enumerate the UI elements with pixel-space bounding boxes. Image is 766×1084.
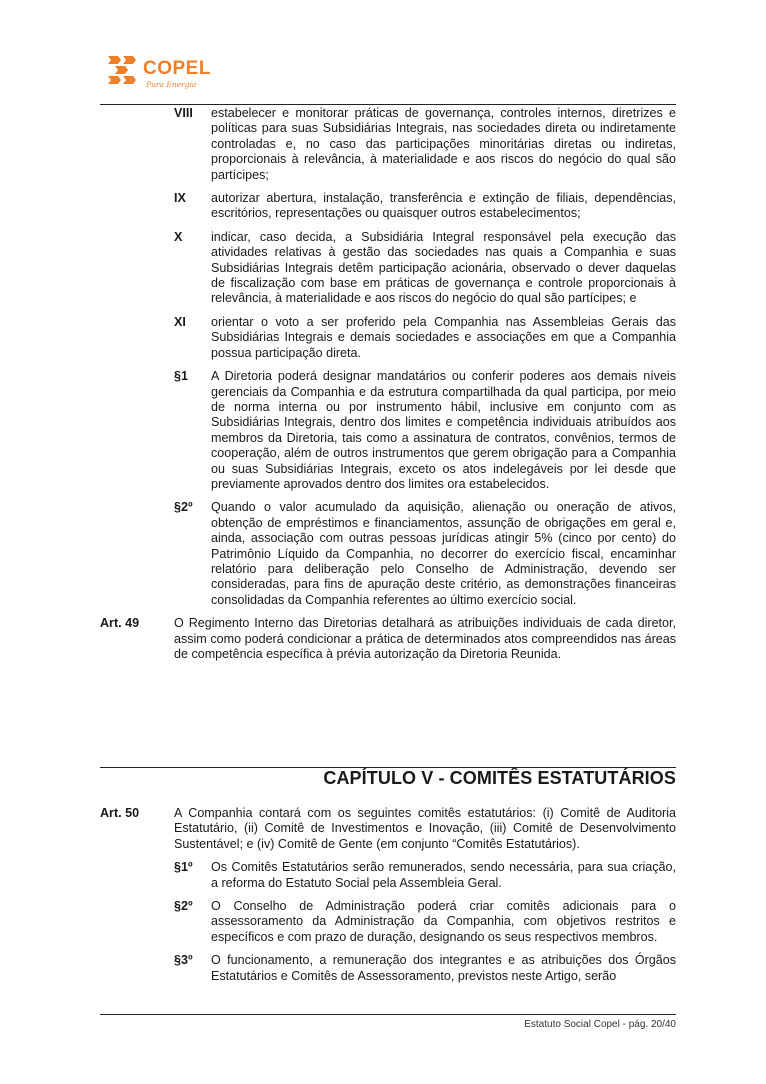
brand-tagline: Pura Energia xyxy=(146,80,197,89)
document-body xyxy=(0,106,766,662)
copel-logo-icon xyxy=(106,54,138,86)
article-label: Art. 49 xyxy=(100,616,140,631)
chapter-body xyxy=(0,806,766,984)
clause-label: X xyxy=(174,229,183,244)
clause-text: estabelecer e monitorar práticas de governança, controles internos, diretrizes e políticas para suas Subsidiárias Integrais, nas sociedades direta ou indiretamente controladas e, no caso das participações minoritárias diretas ou indiretas, proporcionais à relevância, à materialidade e aos riscos do negócio do qual são partícipes; xyxy=(211,106,676,182)
clause-text: Os Comitês Estatutários serão remunerados, sendo necessária, para sua criação, a reforma do Estatuto Social pela Assembleia Geral. xyxy=(211,860,676,890)
brand-name: COPEL xyxy=(143,58,211,79)
clause-text: orientar o voto a ser proferido pela Companhia nas Assembleias Gerais das Subsidiárias Integrais e demais sociedades e associações em que a Companhia possua participação direta. xyxy=(211,314,676,360)
clause-label: §1 xyxy=(174,369,188,384)
paragraph-3 xyxy=(174,953,676,984)
article-text: A Companhia contará com os seguintes comitês estatutários: (i) Comitê de Auditoria Estatutário, (ii) Comitê de Investimentos e Inovação, (iii) Comitê de Desenvolvimento Sustentável; e (iv) Comitê de Gente (em conjunto “Comitês Estatutários). xyxy=(174,806,676,851)
paragraph-2 xyxy=(174,899,676,945)
page-footer: Estatuto Social Copel - pág. 20/40 xyxy=(524,1019,676,1030)
clause-label: VIII xyxy=(174,106,193,120)
clause-text: A Diretoria poderá designar mandatários ou conferir poderes aos demais níveis gerenciais da Companhia e da estrutura compartilhada da qual participa, por meio de norma interna ou por instrumento hábil, inclusive em conjunto com as Subsidiárias Integrais, dentro dos limites e competência individuais atribuídos aos membros da Diretoria, tais como a assinatura de contratos, convênios, termos de cooperação, além de outros instrumentos que gerem obrigação para a Companhia ou suas Subsidiárias Integrais, exceto os atos indelegáveis por lei desde que previamente aprovados dentro dos limites ora estabelecidos. xyxy=(211,369,676,491)
chapter-title: CAPÍTULO V - COMITÊS ESTATUTÁRIOS xyxy=(323,768,676,788)
clause-label: IX xyxy=(174,191,186,206)
copel-logo xyxy=(106,52,226,96)
article-50 xyxy=(100,806,676,852)
clause-ix xyxy=(174,191,676,222)
clause-label: §2º xyxy=(174,899,193,914)
clause-text: indicar, caso decida, a Subsidiária Integral responsável pela execução das atividades relativas à gestão das sociedades nas quais a Companhia e suas Subsidiárias Integrais detêm participação acionária, observado o dever daquelas de fiscalização com base em práticas de governança e controle proporcionais à relevância, à materialidade e aos riscos do negócio do qual são partícipes; e xyxy=(211,229,676,306)
paragraph-2 xyxy=(174,500,676,608)
clause-text: O funcionamento, a remuneração dos integrantes e as atribuições dos Órgãos Estatutários e Comitês de Assessoramento, previstos neste Artigo, serão xyxy=(211,953,676,983)
header-divider xyxy=(100,104,676,105)
clause-text: autorizar abertura, instalação, transferência e extinção de filiais, dependências, escritórios, representações ou quaisquer outros estabelecimentos; xyxy=(211,191,676,221)
article-text: O Regimento Interno das Diretorias detalhará as atribuições individuais de cada diretor, assim como poderá condicionar a prática de determinados atos compreendidos nas áreas de competência específica à prévia autorização da Diretoria Reunida. xyxy=(174,616,676,661)
clause-label: §2º xyxy=(174,500,193,515)
paragraph-1 xyxy=(174,860,676,891)
footer-divider xyxy=(100,1014,676,1015)
clause-xi xyxy=(174,315,676,361)
clause-x xyxy=(174,230,676,307)
clause-text: Quando o valor acumulado da aquisição, alienação ou oneração de ativos, obtenção de empréstimos e financiamentos, assunção de obrigações em geral e, ainda, associação com outras pessoas jurídicas atingir 5% (cinco por cento) do Patrimônio Líquido da Companhia, no decorrer do exercício fiscal, encaminhar relatório para deliberação pelo Conselho de Administração, devendo ser consideradas, para fins de apuração deste critério, as demonstrações financeiras consolidadas da Companhia referentes ao último exercício social. xyxy=(211,500,676,607)
clause-label: XI xyxy=(174,314,186,329)
article-label: Art. 50 xyxy=(100,806,140,820)
paragraph-1 xyxy=(174,369,676,492)
clause-label: §3º xyxy=(174,953,193,968)
clause-viii xyxy=(174,106,676,183)
clause-text: O Conselho de Administração poderá criar comitês adicionais para o assessoramento da Administração da Companhia, com objetivos restritos e específicos e com prazo de duração, designando os seus respectivos membros. xyxy=(211,899,676,944)
clause-label: §1º xyxy=(174,860,193,875)
article-49 xyxy=(100,616,676,662)
